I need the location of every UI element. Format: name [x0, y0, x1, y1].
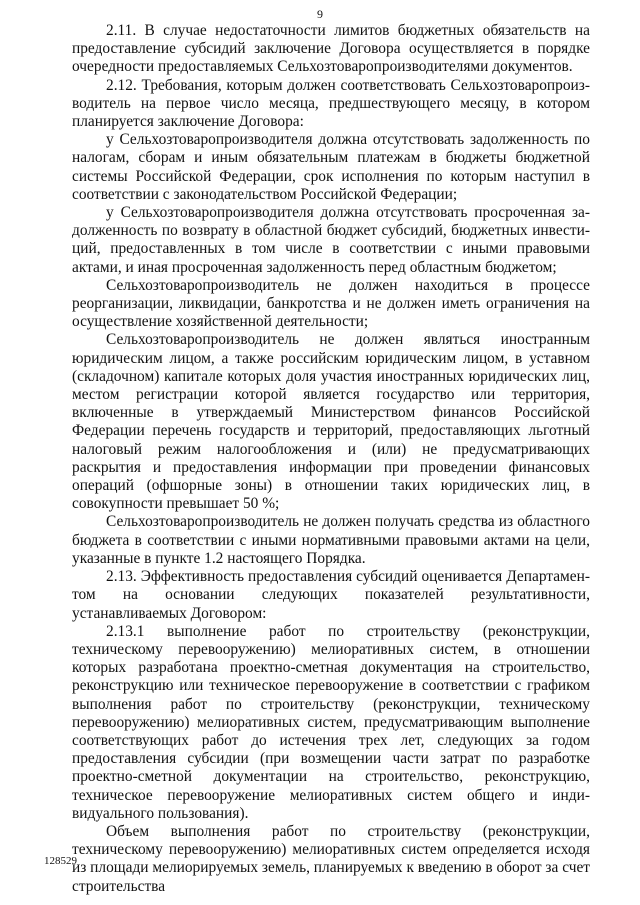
- paragraph-2-11: 2.11. В случае недостаточности лимитов бюджетных обязательств на предоставление субсидий заключение Договора осуществляется в порядке очередности предоставляемых Сельхозтоваропроизводителями документов.: [72, 22, 590, 76]
- document-code: 128529: [44, 855, 77, 867]
- paragraph-requirement-reorganization: Сельхозтоваропроизводитель не должен находиться в процессе реорганизации, ликвидации, банкротства и не должен иметь ограничения на осуществление хозяйственной деятельности;: [72, 276, 590, 331]
- paragraph-requirement-taxes: у Сельхозтоваропроизводителя должна отсутствовать задолженность по налогам, сборам и иным обязательным платежам в бюджеты бюджетной системы Российской Федерации, срок исполнения по которым наступил в соответствии с законодательством Российской Федерации;: [72, 131, 590, 203]
- document-body: [72, 22, 590, 896]
- paragraph-2-13: 2.13. Эффективность предоставления субсидий оценивается Департаментом на основании следующих показателей результативности, устанавливаемых Договором:: [72, 568, 590, 622]
- page-number: 9: [317, 7, 323, 21]
- paragraph-requirement-other-funds: Сельхозтоваропроизводитель не должен получать средства из областного бюджета в соответствии с иными нормативными правовыми актами на цели, указанные в пункте 1.2 настоящего Порядка.: [72, 513, 590, 567]
- paragraph-2-13-1: 2.13.1 выполнение работ по строительству (реконструкции, техническому перевооружению) мелиоративных систем, в отношении которых разработана проектно-сметная документация на строительство, реконструкцию или техническое перевооружение в соответствии с графиком выполнения работ по строительству (реконструкции, техническому перевооружению) мелиоративных систем, предусматривающим выполнение соответствующих работ до истечения трех лет, следующих за годом предоставления субсидии (при возмещении части затрат по разработке проектно-сметной документации на строительство, реконструкцию, техническое перевооружение мелиоративных систем общего и индивидуального пользования).: [72, 622, 590, 822]
- paragraph-requirement-foreign-entity: Сельхозтоваропроизводитель не должен являться иностранным юридическим лицом, а также российским юридическим лицом, в уставном (складочном) капитале которых доля участия иностранных юридических лиц, местом регистрации которой является государство или территория, включенные в утверждаемый Министерством финансов Российской Федерации перечень государств и территорий, предоставляющих льготный налоговый режим налогообложения и (или) не предусматривающих раскрытия и предоставления информации при проведении финансовых операций (офшорные зоны) в отношении таких юридических лиц, в совокупности превышает 50 %;: [72, 331, 590, 513]
- paragraph-requirement-overdue-debt: у Сельхозтоваропроизводителя должна отсутствовать просроченная задолженность по возврату в областной бюджет субсидий, бюджетных инвестиций, предоставленных в том числе в соответствии с иными правовыми актами, и иная просроченная задолженность перед областным бюджетом;: [72, 204, 590, 276]
- paragraph-2-12: 2.12. Требования, которым должен соответствовать Сельхозтоваропроизводитель на первое число месяца, предшествующего месяцу, в котором планируется заключение Договора:: [72, 76, 590, 131]
- paragraph-work-volume: Объем выполнения работ по строительству (реконструкции, техническому перевооружению) мелиоративных систем определяется исходя из площади мелиорируемых земель, планируемых к введению в оборот за счет строительства: [72, 822, 591, 895]
